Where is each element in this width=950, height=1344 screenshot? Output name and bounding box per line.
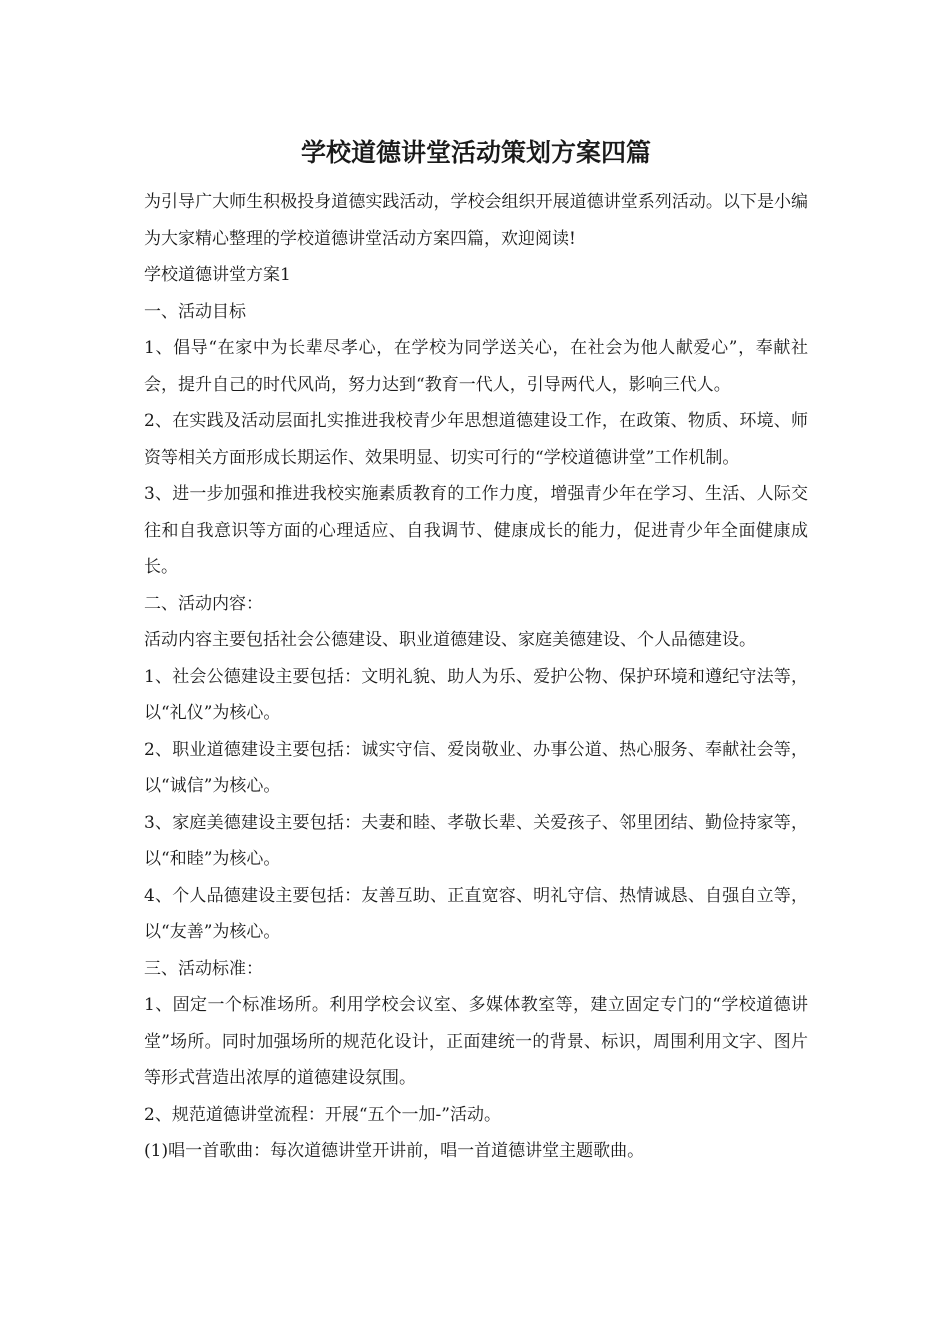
paragraph: (1)唱一首歌曲：每次道德讲堂开讲前，唱一首道德讲堂主题歌曲。 (144, 1141, 645, 1161)
paragraph: 1、倡导“在家中为长辈尽孝心，在学校为同学送关心，在社会为他人献爱心”，奉献社会，提升自己的时代风尚，努力达到“教育一代人，引导两代人，影响三代人。 (144, 338, 808, 395)
paragraph: 1、固定一个标准场所。利用学校会议室、多媒体教室等，建立固定专门的“学校道德讲堂”场所。同时加强场所的规范化设计，正面建统一的背景、标识，周围利用文字、图片等形式营造出浓厚的道德建设氛围。 (144, 995, 808, 1088)
section-heading: 二、活动内容： (144, 593, 263, 614)
paragraph: 1、社会公德建设主要包括：文明礼貌、助人为乐、爱护公物、保护环境和遵纪守法等，以“礼仪”为核心。 (144, 666, 808, 723)
paragraph: 2、在实践及活动层面扎实推进我校青少年思想道德建设工作，在政策、物质、环境、师资等相关方面形成长期运作、效果明显、切实可行的“学校道德讲堂”工作机制。 (144, 411, 808, 468)
paragraph: 3、进一步加强和推进我校实施素质教育的工作力度，增强青少年在学习、生活、人际交往和自我意识等方面的心理适应、自我调节、健康成长的能力，促进青少年全面健康成长。 (144, 484, 808, 577)
paragraph: 2、职业道德建设主要包括：诚实守信、爱岗敬业、办事公道、热心服务、奉献社会等，以“诚信”为核心。 (144, 739, 808, 796)
paragraph: 为引导广大师生积极投身道德实践活动，学校会组织开展道德讲堂系列活动。以下是小编为大家精心整理的学校道德讲堂活动方案四篇，欢迎阅读! (144, 192, 808, 249)
paragraph: 4、个人品德建设主要包括：友善互助、正直宽容、明礼守信、热情诚恳、自强自立等，以“友善”为核心。 (144, 885, 808, 942)
paragraph: 活动内容主要包括社会公德建设、职业道德建设、家庭美德建设、个人品德建设。 (144, 630, 756, 650)
paragraph: 2、规范道德讲堂流程：开展“五个一加-”活动。 (144, 1104, 501, 1125)
document-title: 学校道德讲堂活动策划方案四篇 (300, 138, 651, 167)
section-heading: 一、活动目标 (144, 301, 246, 322)
paragraph: 3、家庭美德建设主要包括：夫妻和睦、孝敬长辈、关爱孩子、邻里团结、勤俭持家等，以“和睦”为核心。 (144, 812, 808, 869)
section-heading: 学校道德讲堂方案1 (144, 265, 291, 285)
section-heading: 三、活动标准： (144, 958, 263, 979)
